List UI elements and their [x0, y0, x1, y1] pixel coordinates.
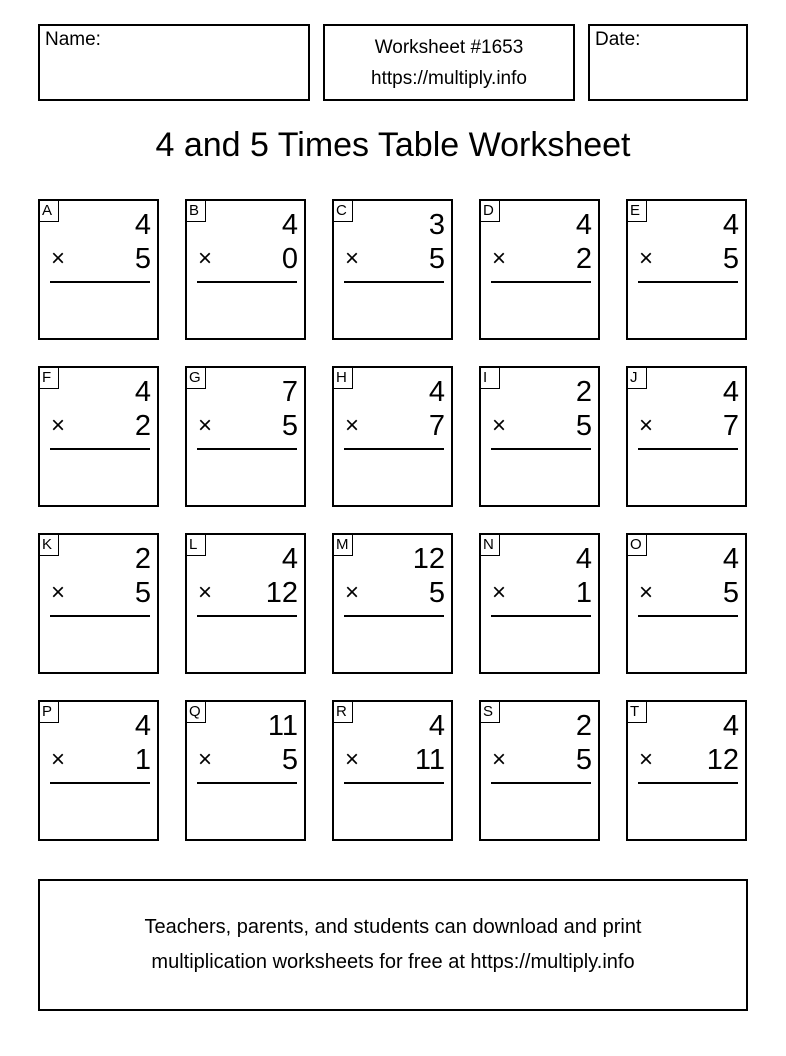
problem-card [38, 700, 159, 841]
times-sign: × [639, 412, 654, 439]
problem-letter: H [333, 367, 353, 389]
times-sign: × [639, 746, 654, 773]
footer-line-1: Teachers, parents, and students can download and print [144, 916, 642, 938]
times-sign: × [198, 746, 213, 773]
problem-card [38, 366, 159, 507]
answer-line [197, 782, 297, 784]
multiplier: 2 [575, 243, 592, 275]
problem-card [479, 533, 600, 674]
times-sign: × [198, 245, 213, 272]
multiplicand: 11 [267, 710, 298, 742]
problem-letter: C [333, 200, 353, 222]
problem-letter: R [333, 701, 353, 723]
multiplicand: 7 [281, 376, 298, 408]
problem-card [479, 199, 600, 340]
problem-letter: L [186, 534, 206, 556]
multiplicand: 4 [281, 209, 298, 241]
answer-line [638, 281, 738, 283]
multiplier: 2 [134, 410, 151, 442]
multiplier: 5 [722, 577, 739, 609]
problem-letter: G [186, 367, 206, 389]
multiplier: 12 [265, 577, 298, 609]
answer-line [197, 448, 297, 450]
date-box [588, 24, 748, 101]
problem-card [626, 700, 747, 841]
multiplicand: 4 [722, 710, 739, 742]
times-sign: × [345, 746, 360, 773]
times-sign: × [198, 412, 213, 439]
answer-line [638, 782, 738, 784]
multiplier: 5 [575, 744, 592, 776]
footer-line-2: multiplication worksheets for free at https://multiply.info [151, 951, 635, 973]
answer-line [638, 615, 738, 617]
problem-card [332, 366, 453, 507]
problem-letter: B [186, 200, 206, 222]
multiplicand: 2 [134, 543, 151, 575]
problem-card [332, 199, 453, 340]
multiplicand: 4 [281, 543, 298, 575]
answer-line [491, 281, 591, 283]
multiplicand: 4 [575, 543, 592, 575]
multiplier: 5 [134, 243, 151, 275]
name-label: Name: [45, 29, 101, 50]
problem-card [185, 533, 306, 674]
times-sign: × [345, 412, 360, 439]
problem-card [38, 533, 159, 674]
multiplicand: 4 [428, 376, 445, 408]
multiplicand: 4 [722, 376, 739, 408]
worksheet-url: https://multiply.info [371, 68, 527, 89]
name-box [38, 24, 310, 101]
times-sign: × [492, 245, 507, 272]
multiplier: 5 [428, 243, 445, 275]
multiplier: 0 [281, 243, 298, 275]
multiplier: 7 [428, 410, 445, 442]
problem-card [332, 533, 453, 674]
multiplicand: 4 [134, 376, 151, 408]
problem-card [185, 700, 306, 841]
problem-card [626, 199, 747, 340]
answer-line [50, 281, 150, 283]
multiplier: 5 [428, 577, 445, 609]
answer-line [491, 782, 591, 784]
problem-letter: N [480, 534, 500, 556]
problem-letter: I [480, 367, 500, 389]
problem-card [479, 366, 600, 507]
problem-card [332, 700, 453, 841]
times-sign: × [51, 412, 66, 439]
multiplicand: 4 [722, 209, 739, 241]
times-sign: × [345, 245, 360, 272]
answer-line [344, 615, 444, 617]
times-sign: × [198, 579, 213, 606]
multiplicand: 2 [575, 376, 592, 408]
problem-card [38, 199, 159, 340]
multiplicand: 4 [722, 543, 739, 575]
multiplier: 5 [281, 410, 298, 442]
problem-card [626, 366, 747, 507]
problem-letter: O [627, 534, 647, 556]
date-label: Date: [595, 29, 641, 50]
answer-line [50, 782, 150, 784]
answer-line [197, 281, 297, 283]
answer-line [344, 782, 444, 784]
problem-letter: T [627, 701, 647, 723]
problem-letter: J [627, 367, 647, 389]
problem-letter: A [39, 200, 59, 222]
multiplier: 5 [575, 410, 592, 442]
problem-letter: E [627, 200, 647, 222]
answer-line [50, 448, 150, 450]
multiplier: 1 [134, 744, 151, 776]
problem-letter: D [480, 200, 500, 222]
answer-line [50, 615, 150, 617]
multiplicand: 4 [428, 710, 445, 742]
multiplicand: 4 [134, 710, 151, 742]
times-sign: × [345, 579, 360, 606]
problem-letter: F [39, 367, 59, 389]
answer-line [344, 281, 444, 283]
multiplier: 12 [706, 744, 739, 776]
page-title: 4 and 5 Times Table Worksheet [155, 126, 631, 164]
problem-letter: P [39, 701, 59, 723]
problem-letter: K [39, 534, 59, 556]
times-sign: × [639, 579, 654, 606]
worksheet-info-box [323, 24, 575, 101]
times-sign: × [492, 412, 507, 439]
times-sign: × [51, 746, 66, 773]
multiplicand: 4 [575, 209, 592, 241]
problem-card [185, 366, 306, 507]
answer-line [491, 615, 591, 617]
problem-letter: S [480, 701, 500, 723]
times-sign: × [492, 579, 507, 606]
multiplier: 11 [414, 744, 445, 776]
multiplicand: 4 [134, 209, 151, 241]
answer-line [638, 448, 738, 450]
answer-line [197, 615, 297, 617]
multiplicand: 3 [428, 209, 445, 241]
multiplier: 7 [722, 410, 739, 442]
footer-box [38, 879, 748, 1011]
problem-card [479, 700, 600, 841]
times-sign: × [492, 746, 507, 773]
problem-card [185, 199, 306, 340]
multiplicand: 12 [412, 543, 445, 575]
times-sign: × [639, 245, 654, 272]
problem-card [626, 533, 747, 674]
times-sign: × [51, 579, 66, 606]
multiplier: 1 [575, 577, 592, 609]
times-sign: × [51, 245, 66, 272]
multiplier: 5 [134, 577, 151, 609]
problem-letter: M [333, 534, 353, 556]
multiplier: 5 [722, 243, 739, 275]
problem-letter: Q [186, 701, 206, 723]
multiplicand: 2 [575, 710, 592, 742]
answer-line [344, 448, 444, 450]
answer-line [491, 448, 591, 450]
worksheet-number: Worksheet #1653 [374, 37, 524, 58]
multiplier: 5 [281, 744, 298, 776]
